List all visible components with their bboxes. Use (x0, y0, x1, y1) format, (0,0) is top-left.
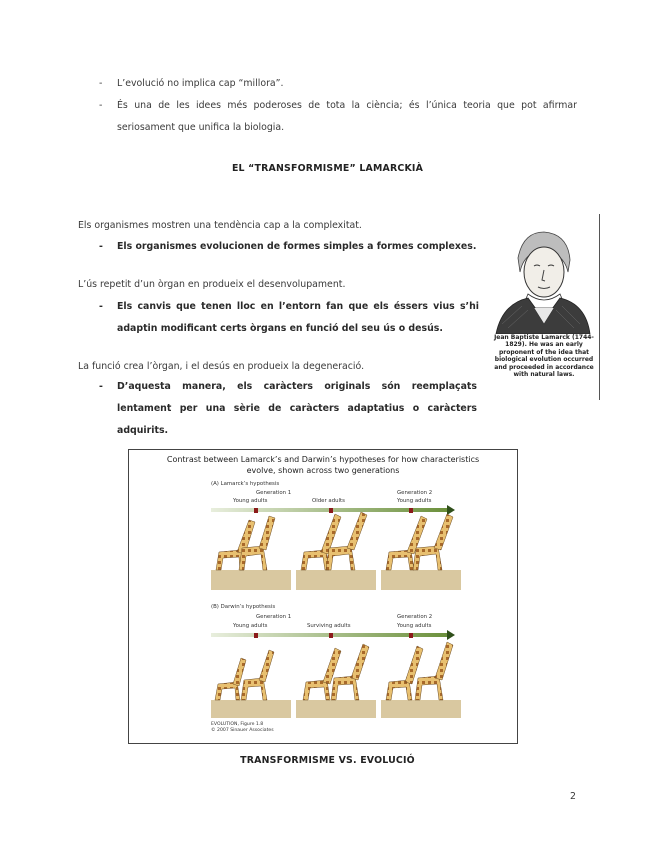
panel-b-label-young-1: Young adults (233, 623, 268, 629)
page-number: 2 (570, 791, 576, 802)
bullet-top-1: - L’evolució no implica cap “millora”. (117, 73, 577, 95)
paragraph-function: La funció crea l’òrgan, i el desús en produeix la degeneració. (78, 361, 365, 372)
panel-a-generation-2: Generation 2 (397, 490, 433, 496)
portrait-caption: Jean Baptiste Lamarck (1744-1829). He was an early proponent of the idea that biological evolution occurred and proceeded in accordance with natural laws. (494, 334, 594, 379)
dash: - (99, 100, 103, 111)
divider-line (599, 214, 600, 400)
paragraph-complexity: Els organismes mostren una tendència cap a la complexitat. (78, 220, 362, 231)
dash: - (99, 381, 103, 392)
lamarck-darwin-figure (128, 449, 518, 744)
bullet-acquired: - D’aquesta manera, els caràcters originals són reemplaçats lentament per una sèrie de caràcters adaptatius o caràcters adquirits. (117, 376, 477, 442)
panel-a-generation-1: Generation 1 (256, 490, 292, 496)
panel-a-label-older: Older adults (312, 498, 345, 504)
section-heading-transformisme-vs-evolucio: TRANSFORMISME VS. EVOLUCIÓ (240, 755, 415, 766)
panel-a-label-young-2: Young adults (397, 498, 432, 504)
portrait-illustration (488, 224, 593, 334)
dash: - (99, 301, 103, 312)
panel-b-label-surviving: Surviving adults (307, 623, 351, 629)
panel-a-label: (A) Lamarck’s hypothesis (211, 481, 280, 487)
panel-b-giraffes-illustration (211, 638, 461, 718)
panel-b-generation-2: Generation 2 (397, 614, 433, 620)
panel-b-generation-1: Generation 1 (256, 614, 292, 620)
panel-a-label-young-1: Young adults (233, 498, 268, 504)
dash: - (99, 241, 103, 252)
bullet-environment: - Els canvis que tenen lloc en l’entorn fan que els éssers vius s’hi adaptin modificant certs òrgans en funció del seu ús o desús. (117, 296, 479, 340)
figure-title: Contrast between Lamarck’s and Darwin’s hypotheses for how characteristics evolve, shown across two generations (166, 455, 480, 475)
section-heading-lamarck: EL “TRANSFORMISME” LAMARCKIÀ (231, 163, 424, 174)
panel-b-label: (B) Darwin’s hypothesis (211, 604, 276, 610)
panel-b-label-young-2: Young adults (397, 623, 432, 629)
panel-a-giraffes-illustration (211, 512, 461, 590)
figure-credit: EVOLUTION, Figure 1.8 © 2007 Sinauer Associates (211, 722, 274, 733)
dash: - (99, 78, 103, 89)
bullet-top-2: - És una de les idees més poderoses de tota la ciència; és l’única teoria que pot afirmar seriosament que unifica la biologia. (117, 95, 577, 139)
bullet-simple-complex: - Els organismes evolucionen de formes simples a formes complexes. (117, 236, 477, 258)
paragraph-use: L’ús repetit d’un òrgan en produeix el desenvolupament. (78, 279, 346, 290)
